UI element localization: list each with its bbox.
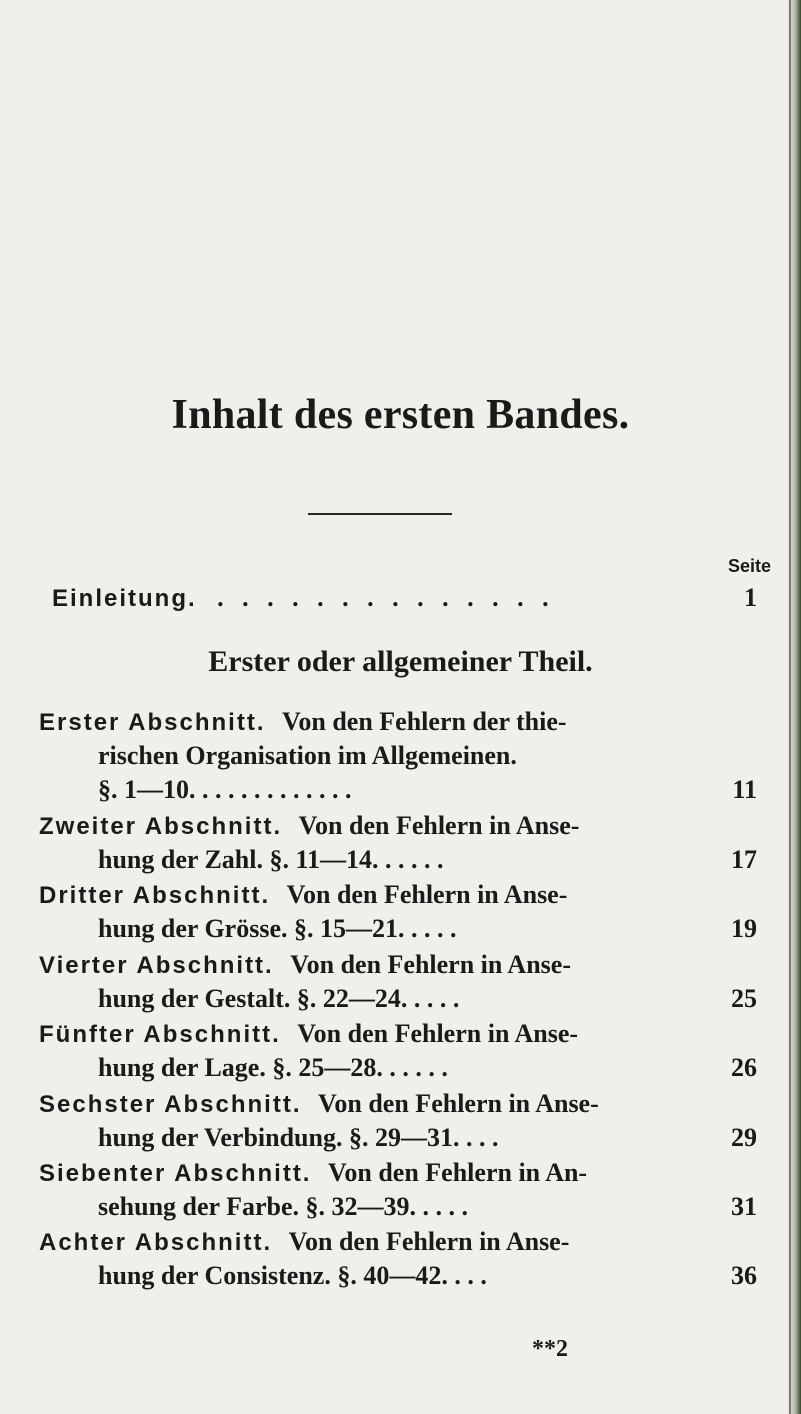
page-edge-line <box>789 0 791 1414</box>
section-3-name: Dritter Abschnitt. <box>39 882 271 909</box>
intro-label: Einleitung. <box>52 585 197 612</box>
section-1-text-1: Von den Fehlern der thie- <box>281 707 567 736</box>
section-1-text-2: rischen Organisation im Allgemeinen. <box>98 741 517 770</box>
section-1-line-1 <box>39 707 567 738</box>
section-4-page: 25 <box>731 984 757 1013</box>
section-3-text-1: Von den Fehlern in Anse- <box>286 880 568 909</box>
signature-mark: **2 <box>532 1336 568 1362</box>
section-1-text-3: §. 1—10. . . . . . . . . . . . . <box>98 775 352 804</box>
seite-label: Seite <box>727 556 771 576</box>
section-6-name: Sechster Abschnitt. <box>39 1091 302 1118</box>
section-3-line-1 <box>39 880 567 911</box>
section-4-name: Vierter Abschnitt. <box>39 952 274 979</box>
section-5-line-1 <box>39 1019 578 1050</box>
section-8-page: 36 <box>731 1261 757 1290</box>
section-7-text-1: Von den Fehlern in An- <box>327 1158 588 1187</box>
section-1-page: 11 <box>732 775 757 804</box>
intro-page: 1 <box>744 583 757 612</box>
title-rule <box>308 513 452 515</box>
section-5-name: Fünfter Abschnitt. <box>39 1021 281 1048</box>
section-1-name: Erster Abschnitt. <box>39 709 266 736</box>
part-heading: Erster oder allgemeiner Theil. <box>208 645 593 678</box>
section-4-text-1: Von den Fehlern in Anse- <box>290 950 571 979</box>
section-7-page: 31 <box>731 1192 757 1221</box>
section-7-text-2: sehung der Farbe. §. 32—39. . . . . <box>98 1192 469 1221</box>
section-2-name: Zweiter Abschnitt. <box>39 813 283 840</box>
section-8-name: Achter Abschnitt. <box>39 1229 273 1256</box>
section-6-text-1: Von den Fehlern in Anse- <box>318 1089 599 1118</box>
section-4-text-2: hung der Gestalt. §. 22—24. . . . . <box>98 984 460 1013</box>
section-6-line-1 <box>39 1089 599 1120</box>
intro-dots: . . . . . . . . . . . . . . <box>217 583 555 612</box>
section-3-page: 19 <box>731 914 757 943</box>
section-2-text-2: hung der Zahl. §. 11—14. . . . . . <box>98 845 444 874</box>
section-7-line-1 <box>39 1158 587 1189</box>
section-5-page: 26 <box>731 1053 757 1082</box>
section-2-line-1 <box>39 811 579 842</box>
section-6-text-2: hung der Verbindung. §. 29—31. . . . <box>98 1123 499 1152</box>
section-2-page: 17 <box>731 845 757 874</box>
section-3-text-2: hung der Grösse. §. 15—21. . . . . <box>98 914 457 943</box>
section-8-text-2: hung der Consistenz. §. 40—42. . . . <box>98 1261 487 1290</box>
page-title: Inhalt des ersten Bandes. <box>171 392 630 438</box>
section-8-text-1: Von den Fehlern in Anse- <box>288 1227 570 1256</box>
section-5-text-1: Von den Fehlern in Anse- <box>297 1019 579 1048</box>
section-6-page: 29 <box>731 1123 757 1152</box>
intro-row <box>52 583 555 614</box>
section-8-line-1 <box>39 1227 569 1258</box>
section-7-name: Siebenter Abschnitt. <box>39 1160 312 1187</box>
section-4-line-1 <box>39 950 571 981</box>
section-5-text-2: hung der Lage. §. 25—28. . . . . . <box>98 1053 448 1082</box>
section-2-text-1: Von den Fehlern in Anse- <box>298 811 580 840</box>
